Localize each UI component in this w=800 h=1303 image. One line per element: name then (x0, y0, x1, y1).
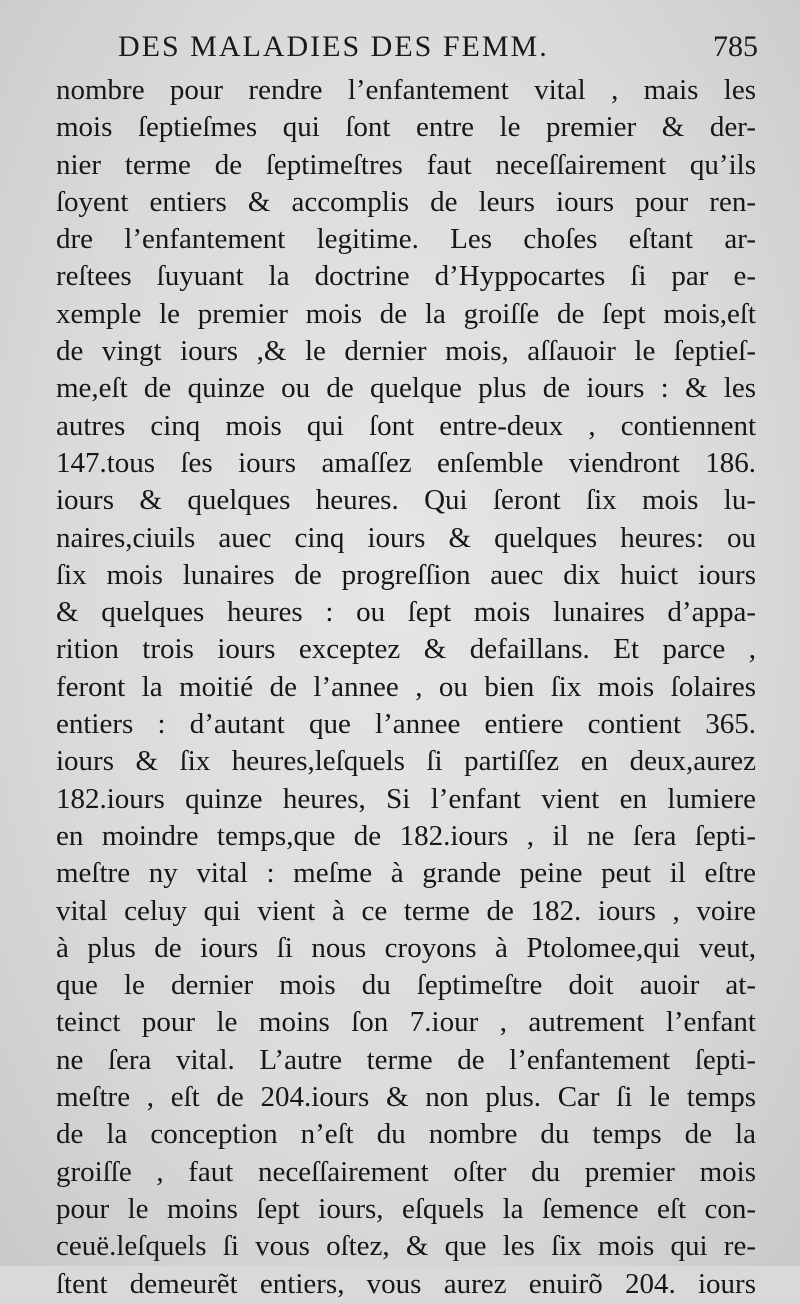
text-line: que le dernier mois du ſeptimeſtre doit auoir at- (56, 969, 756, 1002)
text-line: reſtees ſuyuant la doctrine d’Hyppocartes ſi par e- (56, 260, 756, 293)
text-line: entiers : d’autant que l’annee entiere contient 365. (56, 708, 756, 741)
text-line: groiſſe , faut neceſſairement oſter du premier mois (56, 1155, 756, 1188)
text-line: de vingt iours ,& le dernier mois, aſſauoir le ſeptieſ- (56, 335, 756, 368)
text-line: feront la moitié de l’annee , ou bien ſix mois ſolaires (56, 670, 756, 703)
text-line: meſtre , eſt de 204.iours & non plus. Car ſi le temps (56, 1081, 756, 1114)
text-line: iours & quelques heures. Qui ſeront ſix mois lu- (56, 484, 756, 517)
text-line: rition trois iours exceptez & defaillans. Et parce , (56, 633, 756, 666)
text-line: vital celuy qui vient à ce terme de 182. iours , voire (56, 894, 756, 927)
text-line: mois ſeptieſmes qui ſont entre le premier & der- (56, 111, 756, 144)
text-line: à plus de iours ſi nous croyons à Ptolomee,qui veut, (56, 931, 756, 964)
text-line: me,eſt de quinze ou de quelque plus de iours : & les (56, 372, 756, 405)
text-line: pour le moins ſept iours, eſquels la ſemence eſt con- (56, 1192, 756, 1225)
text-line: ne ſera vital. L’autre terme de l’enfantement ſepti- (56, 1043, 756, 1076)
text-line: ceuë.leſquels ſi vous oſtez, & que les ſix mois qui re- (56, 1230, 756, 1263)
page-header (118, 30, 758, 70)
text-line: de la conception n’eſt du nombre du temps de la (56, 1118, 756, 1151)
text-line: teinct pour le moins ſon 7.iour , autrement l’enfant (56, 1006, 756, 1039)
page-number: 785 (713, 30, 758, 63)
text-line: dre l’enfantement legitime. Les choſes eſtant ar- (56, 223, 756, 256)
text-line: 147.tous ſes iours amaſſez enſemble viendront 186. (56, 446, 756, 479)
text-line: ſtent demeurẽt entiers, vous aurez enuirõ 204. iours (56, 1267, 756, 1300)
running-head: DES MALADIES DES FEMM. (118, 30, 549, 63)
body-text (56, 72, 756, 1303)
text-line: ſoyent entiers & accomplis de leurs iours pour ren- (56, 185, 756, 218)
text-line: 182.iours quinze heures, Si l’enfant vient en lumiere (56, 782, 756, 815)
text-line: autres cinq mois qui ſont entre-deux , contiennent (56, 409, 756, 442)
text-line: meſtre ny vital : meſme à grande peine peut il eſtre (56, 857, 756, 890)
text-line: naires,ciuils auec cinq iours & quelques heures: ou (56, 521, 756, 554)
text-line: & quelques heures : ou ſept mois lunaires d’appa- (56, 596, 756, 629)
text-line: nier terme de ſeptimeſtres faut neceſſairement qu’ils (56, 148, 756, 181)
text-line: ſix mois lunaires de progreſſion auec dix huict iours (56, 558, 756, 591)
text-line: iours & ſix heures,leſquels ſi partiſſez en deux,aurez (56, 745, 756, 778)
text-line: en moindre temps,que de 182.iours , il ne ſera ſepti- (56, 819, 756, 852)
text-line: xemple le premier mois de la groiſſe de ſept mois,eſt (56, 297, 756, 330)
text-line: nombre pour rendre l’enfantement vital , mais les (56, 74, 756, 106)
